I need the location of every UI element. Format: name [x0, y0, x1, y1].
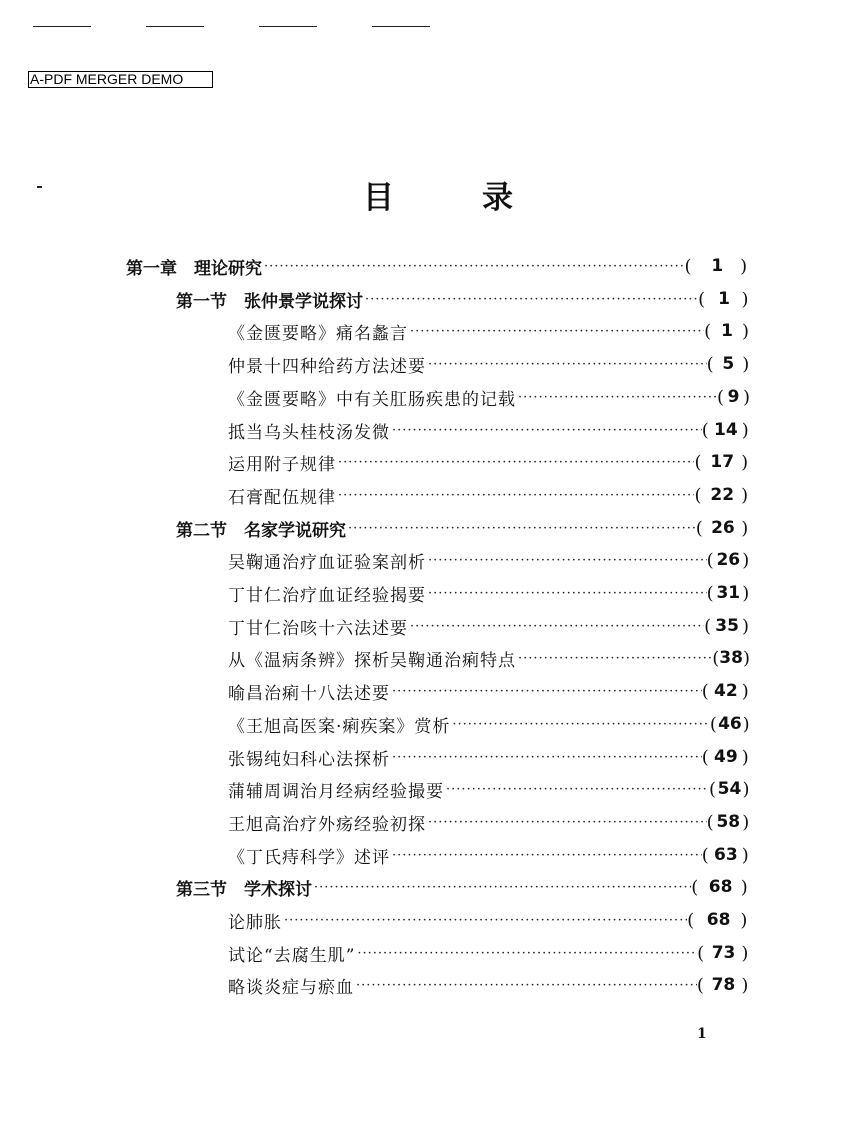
dot-leader	[392, 414, 702, 446]
toc-entry[interactable]	[228, 348, 750, 380]
open-paren: (	[706, 549, 714, 571]
toc-entry-label: 抵当乌头桂枝汤发微	[228, 422, 390, 443]
toc-entry-label: 丁甘仁治疗血证经验揭要	[228, 585, 426, 606]
page-number: 1	[697, 1026, 707, 1042]
toc-entry-label: 仲景十四种给药方法述要	[228, 356, 426, 377]
top-rule-4	[372, 26, 430, 27]
toc-entry-label: 从《温病条辨》探析吴鞠通治痢特点	[228, 650, 516, 671]
close-paren: )	[742, 778, 750, 800]
open-paren: (	[701, 680, 709, 702]
open-paren: (	[694, 484, 702, 506]
close-paren: )	[741, 517, 749, 539]
toc-entry-page: 9	[727, 387, 740, 407]
open-paren: (	[695, 517, 703, 539]
close-paren: )	[741, 746, 749, 768]
close-paren: )	[741, 974, 749, 996]
title-char-2: 录	[482, 179, 513, 216]
toc-entry[interactable]	[228, 773, 750, 805]
open-paren: (	[696, 974, 704, 996]
toc-entry-page: 1	[718, 289, 730, 309]
toc-entry-page: 26	[711, 518, 735, 538]
toc-entry-label: 蒲辅周调治月经病经验撮要	[228, 781, 444, 802]
close-paren: )	[741, 419, 749, 441]
open-paren: (	[694, 451, 702, 473]
close-paren: )	[742, 713, 750, 735]
dot-leader	[428, 348, 707, 380]
toc-entry-label: 第一节 张仲景学说探讨	[176, 291, 363, 312]
toc-entry[interactable]	[228, 675, 750, 707]
toc-entry-page: 38	[719, 648, 743, 668]
dot-leader	[392, 839, 702, 871]
toc-entry-page: 1	[721, 321, 733, 341]
toc-entry-page: 5	[722, 354, 735, 374]
open-paren: (	[712, 647, 720, 669]
toc-entry-page: 63	[714, 845, 738, 865]
toc-entry[interactable]	[228, 904, 750, 936]
toc-entry-label: 丁甘仁治咳十六法述要	[228, 618, 408, 639]
toc-entry[interactable]	[228, 741, 750, 773]
dot-leader	[348, 512, 696, 544]
open-paren: (	[716, 386, 725, 408]
close-paren: )	[741, 451, 749, 473]
close-paren: )	[742, 615, 750, 637]
toc-entry-label: 《金匮要略》中有关肛肠疾患的记载	[228, 389, 516, 410]
toc-entry[interactable]	[228, 642, 750, 674]
open-paren: (	[704, 615, 712, 637]
dot-leader	[264, 250, 684, 282]
open-paren: (	[698, 288, 706, 310]
margin-mark	[37, 186, 42, 188]
close-paren: )	[742, 386, 750, 408]
watermark-label: A-PDF MERGER DEMO	[28, 71, 213, 88]
toc-entry[interactable]	[176, 283, 750, 315]
dot-leader	[314, 871, 691, 903]
toc-entry-page: 54	[717, 779, 742, 799]
dot-leader	[446, 773, 709, 805]
toc-entry-page: 35	[715, 616, 739, 636]
close-paren: )	[740, 909, 748, 931]
toc-entry-page: 78	[711, 975, 736, 995]
toc-entry-label: 吴鞠通治疗血证验案剖析	[228, 552, 426, 573]
toc-entry-page: 46	[718, 714, 742, 734]
toc-entry-page: 42	[714, 681, 738, 701]
toc-entry[interactable]	[176, 512, 750, 544]
toc-entry-page: 17	[710, 452, 735, 472]
close-paren: )	[742, 549, 750, 571]
toc-entry-label: 喻昌治痢十八法述要	[228, 683, 390, 704]
toc-entry-page: 49	[714, 747, 738, 767]
toc-entry-label: 《金匮要略》痛名蠡言	[228, 323, 408, 344]
open-paren: (	[704, 320, 712, 342]
dot-leader	[365, 283, 698, 315]
toc-entry[interactable]	[228, 381, 750, 413]
page-title	[363, 172, 513, 216]
toc-entry-label: 张锡纯妇科心法探析	[228, 749, 390, 770]
toc-entry-label: 《丁氏痔科学》述评	[228, 847, 390, 868]
toc-entry-label: 第三节 学术探讨	[176, 879, 312, 900]
toc-entry[interactable]	[228, 544, 750, 576]
toc-entry-page: 31	[716, 583, 741, 603]
toc-entry-label: 王旭高治疗外疡经验初探	[228, 814, 426, 835]
close-paren: )	[740, 255, 748, 277]
toc-entry-label: 略谈炎症与瘀血	[228, 977, 354, 998]
toc-entry-page: 26	[716, 550, 741, 570]
toc-entry[interactable]	[228, 708, 750, 740]
close-paren: )	[740, 876, 748, 898]
title-char-1: 目	[363, 179, 394, 216]
toc-entry-label: 第一章 理论研究	[126, 258, 262, 279]
open-paren: (	[687, 909, 695, 931]
open-paren: (	[706, 353, 714, 375]
toc-entry-label: 试论“去腐生肌”	[228, 945, 356, 966]
toc-entry[interactable]	[228, 414, 750, 446]
top-rule-1	[33, 26, 91, 27]
open-paren: (	[684, 255, 692, 277]
toc-entry-label: 石膏配伍规律	[228, 487, 336, 508]
open-paren: (	[709, 778, 717, 800]
toc-entry[interactable]	[228, 577, 750, 609]
toc-entry-page: 14	[714, 420, 738, 440]
open-paren: (	[701, 844, 709, 866]
toc-entry[interactable]	[228, 446, 750, 478]
toc-entry-label: 第二节 名家学说研究	[176, 520, 346, 541]
toc-entry-label: 《王旭高医案·痢疾案》赏析	[228, 716, 451, 737]
toc-entry[interactable]	[126, 250, 750, 282]
dot-leader	[452, 708, 709, 740]
close-paren: )	[742, 647, 750, 669]
toc-entry[interactable]	[228, 479, 750, 511]
toc-entry-page: 1	[711, 256, 724, 276]
dot-leader	[518, 381, 717, 413]
dot-leader	[392, 741, 702, 773]
close-paren: )	[742, 582, 750, 604]
close-paren: )	[741, 288, 749, 310]
toc-entry-page: 73	[711, 943, 736, 963]
close-paren: )	[741, 680, 749, 702]
close-paren: )	[741, 844, 749, 866]
dot-leader	[428, 577, 707, 609]
dot-leader	[392, 675, 702, 707]
toc-entry-page: 22	[710, 485, 735, 505]
open-paren: (	[701, 419, 709, 441]
dot-leader	[518, 642, 712, 674]
dot-leader	[428, 544, 707, 576]
toc-entry-label: 论肺胀	[228, 912, 282, 933]
open-paren: (	[691, 876, 699, 898]
dot-leader	[338, 479, 694, 511]
toc-entry[interactable]	[228, 315, 750, 347]
toc-entry[interactable]	[228, 806, 750, 838]
toc-entry-page: 68	[708, 877, 733, 897]
toc-entry-page: 58	[716, 812, 741, 832]
dot-leader	[410, 610, 704, 642]
toc-entry-page: 68	[706, 910, 731, 930]
close-paren: )	[742, 320, 750, 342]
close-paren: )	[741, 942, 749, 964]
top-rule-2	[146, 26, 204, 27]
dot-leader	[356, 969, 697, 1001]
toc-entry[interactable]	[228, 969, 750, 1001]
toc-entry-label: 运用附子规律	[228, 454, 336, 475]
toc-entry[interactable]	[228, 839, 750, 871]
open-paren: (	[709, 713, 717, 735]
close-paren: )	[742, 353, 750, 375]
toc-entry[interactable]	[176, 871, 750, 903]
open-paren: (	[706, 582, 714, 604]
open-paren: (	[701, 746, 709, 768]
dot-leader	[428, 806, 707, 838]
dot-leader	[338, 446, 694, 478]
toc-entry[interactable]	[228, 937, 750, 969]
open-paren: (	[697, 942, 705, 964]
open-paren: (	[706, 811, 714, 833]
close-paren: )	[742, 811, 750, 833]
top-rule-3	[259, 26, 317, 27]
dot-leader	[410, 315, 704, 347]
dot-leader	[357, 937, 697, 969]
dot-leader	[284, 904, 687, 936]
toc-entry[interactable]	[228, 610, 750, 642]
close-paren: )	[741, 484, 749, 506]
